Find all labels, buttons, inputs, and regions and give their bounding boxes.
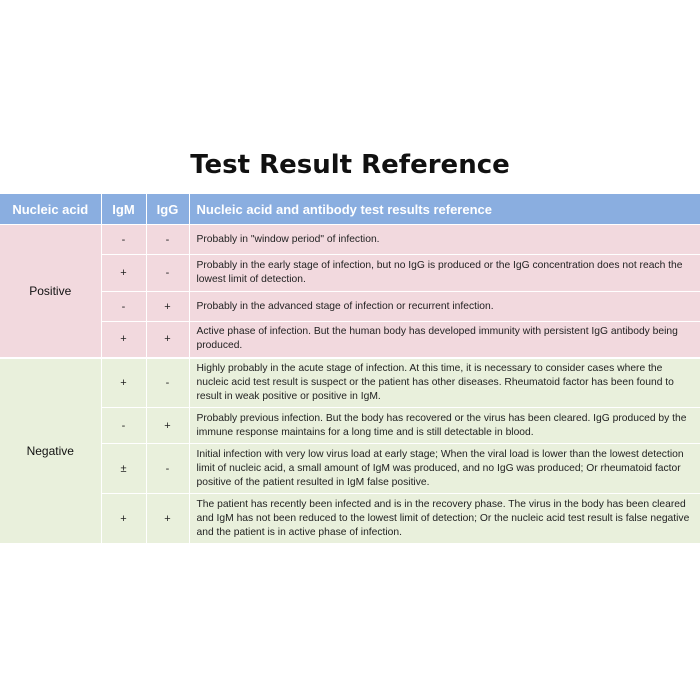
header-nucleic-acid: Nucleic acid <box>0 194 101 225</box>
igm-value: - <box>101 408 146 444</box>
table-row <box>0 494 700 544</box>
igg-value: + <box>146 408 189 444</box>
page-title: Test Result Reference <box>190 150 510 180</box>
header-reference: Nucleic acid and antibody test results reference <box>189 194 700 225</box>
table-header-row <box>0 194 700 225</box>
igg-value: + <box>146 494 189 544</box>
igm-value: + <box>101 322 146 358</box>
table-row <box>0 322 700 358</box>
igg-value: - <box>146 358 189 408</box>
igm-value: + <box>101 358 146 408</box>
reference-text: Probably previous infection. But the body has recovered or the virus has been cleared. IgG produced by the immune response maintains for a long time and is still detectable in blood. <box>189 408 700 444</box>
reference-text: Initial infection with very low virus load at early stage; When the viral load is lower than the lowest detection limit of nucleic acid, a small amount of IgM was produced, and no IgG was produced; Or rheumatoid factor positive of the patient resulted in IgM false positive. <box>189 444 700 494</box>
reference-text: Highly probably in the acute stage of infection. At this time, it is necessary to consider cases where the nucleic acid test result is suspect or the patient has other diseases. Rheumatoid factor has been found to result in weak positive or positive in IgM. <box>189 358 700 408</box>
igm-value: - <box>101 225 146 255</box>
igg-value: - <box>146 444 189 494</box>
header-igm: IgM <box>101 194 146 225</box>
igm-value: + <box>101 494 146 544</box>
igg-value: - <box>146 255 189 292</box>
reference-text: Probably in "window period" of infection. <box>189 225 700 255</box>
table-row <box>0 292 700 322</box>
reference-text: Probably in the early stage of infection, but no IgG is produced or the IgG concentration does not reach the lowest limit of detection. <box>189 255 700 292</box>
table-row <box>0 408 700 444</box>
igg-value: + <box>146 322 189 358</box>
table-row <box>0 358 700 408</box>
reference-text: Probably in the advanced stage of infection or recurrent infection. <box>189 292 700 322</box>
group-label-negative: Negative <box>0 358 101 544</box>
igm-value: ± <box>101 444 146 494</box>
igg-value: - <box>146 225 189 255</box>
table-row <box>0 225 700 255</box>
igm-value: + <box>101 255 146 292</box>
table-row <box>0 444 700 494</box>
table-row <box>0 255 700 292</box>
reference-text: The patient has recently been infected and is in the recovery phase. The virus in the body has been cleared and IgM has not been reduced to the lowest limit of detection; Or the nucleic acid test result is false negative and the patient is in active phase of infection. <box>189 494 700 544</box>
igm-value: - <box>101 292 146 322</box>
header-igg: IgG <box>146 194 189 225</box>
reference-text: Active phase of infection. But the human body has developed immunity with persistent IgG antibody being produced. <box>189 322 700 358</box>
igg-value: + <box>146 292 189 322</box>
reference-table <box>0 194 700 544</box>
group-label-positive: Positive <box>0 225 101 358</box>
